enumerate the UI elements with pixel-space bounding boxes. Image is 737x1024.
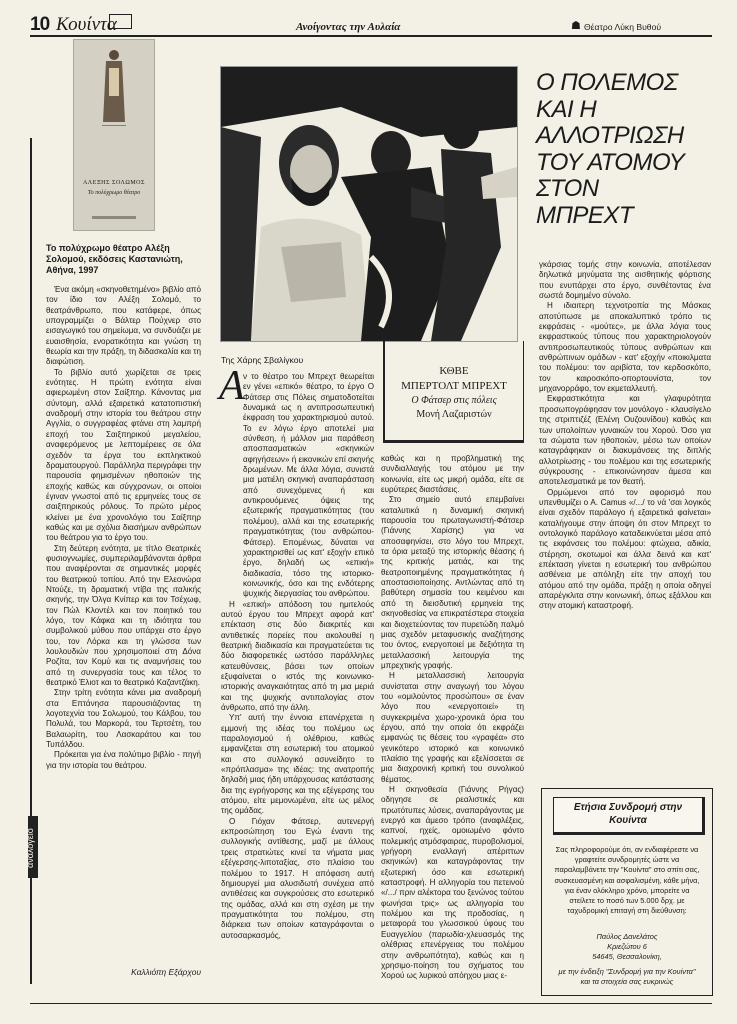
- cover-author: ΑΛΕΞΗΣ ΣΟΛΩΜΟΣ: [82, 180, 146, 186]
- address-line: Κριεζώτου 6: [607, 942, 647, 952]
- subscription-title: Ετήσια Συνδρομή στην Κουίντα: [573, 802, 683, 826]
- article-paragraph: Η μεταλλασσική λειτουργία συνίσταται στην αναγωγή του λόγου του «ομιλούντος προσώπου» σε έναν λόγο που «ενεργοποιεί» τη συγκεκριμένα χωρο-χρονικά όρια του έργου, από την οποία ότι εκφράζει εμφανώς τις θέσεις του «γραφέα» στο γενικότερο ιστορικό και κοινωνικό πλαίσιο της γραφής και εξελίσσεται σε μια διαχρονική κριτική του συνολικού θέματος.: [381, 671, 524, 784]
- article-paragraph: καθώς και η προβληματική της συνδιαλλαγής του ατόμου με την κοινωνία, είτε ως μικρή ομάδα, είτε σε ευρύτερες διαστάσεις.: [381, 454, 524, 495]
- title-line: ΤΟΥ ΑΤΟΜΟΥ: [536, 148, 685, 176]
- review-paragraph: Ένα ακόμη «σκηνοθετημένο» βιβλίο από τον ίδιο τον Αλέξη Σολομό, το θεατράνθρωπο, που κατάφερε, όπως υπογραμμίζει ο Βάλτερ Πούχνερ στο εισαγωγικό του σημείωμα, να συνδυάζει με ευαισθησία, ενορατικότητα και γνώση τη θεωρία και την πράξη, τη διδασκαλία και τη διαφώτιση.: [46, 285, 201, 367]
- article-paragraph: ν το θέατρο του Μπρεχτ θεωρείται εν γένει «επικό» θέατρο, το έργο Ο Φάτσερ στις Πόλεις σηματοδοτείται δυναμικά ως η αντιπροσωπευτική έκφραση του χαρακτηρισμού αυτού. Το εν λόγω έργο αποτελεί μια σύνθεση, ή μάλλον μια παράθεση αποσπασματικών «σκηνικών αφηγήσεων» ή εικονικών επί σκηνής δρωμένων. Με άλλα λόγια, συνιστά μια ματιέλη σκηνική αναπαράσταση από συνεχόμενες ή και αντικρουόμενες όψεις της εξωτερικής πραγματικότητας (του πολέμου), αλλά και της εσωτερικής πραγματικότητας (του ανθρώπου-Φάτσερ). Επομένως, δύναται να χαρακτηρισθεί ως κατ' εξοχήν επικό έργο, δηλαδή ως «επική» διαδικασία, τόσο της ιστορικο-κοινωνικής, όσο και της ενδότερης ψυχικής διεργασίας του ανθρώπου.: [243, 372, 374, 599]
- address-line: 54645, Θεσσαλονίκη,: [592, 952, 662, 962]
- cover-title: Το πολύχρωμο θέατρο: [87, 190, 141, 196]
- article-column-3: [539, 260, 711, 612]
- publisher-name: Θέατρο Λύκη Βυθού: [584, 22, 662, 32]
- book-review-body: [46, 285, 201, 771]
- box-author: ΜΠΕΡΤΟΛΤ ΜΠΡΕΧΤ: [401, 380, 507, 392]
- magazine-logo: Κουίντα: [56, 14, 117, 35]
- article-paragraph: γκάρσιας τομής στην κοινωνία, αποτέλεσαν δηλωτικά μηνύματα της αισθητικής φόρτισης που ενυπάρχει στο έργο, συνθέτοντας ένα σωστά δομημένο σύνολο.: [539, 260, 711, 301]
- article-paragraph: Εκφραστικότητα και γλαφυρότητα προσωπογράφησαν τον μονόλογο - κλαυσίγελο της στριπτιζέζ (Ελένη Ουζουνίδου) καθώς και των υπολοίπων γυναικών του Χορού. Όσο για τα σώματα των ηθοποιών, μέσω των οποίων καταγράφηκαν οι διακυμάνσεις της διπλής αλλοτρίωσης - του πολέμου και της εσωτερικής σύγκρουσης - επικοινώνησαν άμεσα και αποτελεσματικά με τον θεατή.: [539, 394, 711, 487]
- book-caption: Το πολύχρωμο θέατρο Αλέξη Σολομού, εκδόσεις Καστανιώτη, Αθήνα, 1997: [46, 243, 183, 275]
- review-signature: Καλλιόπη Εξάρχου: [131, 967, 201, 977]
- drop-cap: Α: [219, 363, 245, 409]
- side-label: αναλογείο: [25, 828, 35, 868]
- subscription-note: με την ένδειξη "Συνδρομή για την Κουίντα" και τα στοιχεία σας ευκρινώς: [558, 967, 696, 986]
- logo-banner-icon: [109, 14, 132, 29]
- review-paragraph: Στη δεύτερη ενότητα, με τίτλο Θεατρικές φυσιογνωμίες, συμπεριλαμβάνονται άρθρα που αναφέρονται σε σημαντικές μορφές του θεατρικού τοπίου. Από την Ελεονώρα Ντούζε, τη δραματική ντίβα της ιταλικής σκηνής, την Όλγα Κνίπερ και τον Τσέχωφ, τον Πώλ Κλοντέλ και τον ποιητικό του λόγο, τον Κάφκα και τη ιδιότητα του συμβολικού μύθου που υπάρχει στο έργο του, τον Λόρκα και τη γλώσσα των λουλουδιών που χρησιμοποιεί στη Δόνα Ροζίτα, τον Κομύ και τις αναμνήσεις του από τη συνεργασία τους και τέλος το θεατρικό Έλιοτ και το θεατρικό Καζαντζάκη.: [46, 543, 201, 688]
- box-venue: Μονή Λαζαριστών: [416, 409, 492, 420]
- title-line: ΣΤΟΝ: [536, 175, 599, 203]
- page-header: [0, 0, 737, 40]
- box-play: Ο Φάτσερ στις πόλεις: [411, 395, 497, 406]
- subscription-box: [541, 788, 713, 996]
- article-paragraph: Ο Γιόχαν Φάτσερ, αυτενεργή εκπροσώπηση του Εγώ έναντι της συλλογικής αντίθεσης, μαζί με άλλους τρεις στρατιώτες κινεί τα νήματα μιας εξέγερσης-λιποταξίας, στο πλαίσιο του πολέμου το 1917. Η απόφαση αυτή δημιουργεί μια αλυσιδωτή συνέχεια από αντιθέσεις και συγκρούσεις στο εσωτερικό της ομάδας, αλλά και στη σχέση με την πραγματικότητα του πολέμου, στη διάρκεια των οποίων καταγράφονται ο αυτοσαρκασμός,: [221, 816, 374, 940]
- review-paragraph: Το βιβλίο αυτό χωρίζεται σε τρεις ενότητες. Η πρώτη ενότητα είναι αφιερωμένη στον Σαίξπηρ. Κάνοντας μια σύντομη, αλλά εξαιρετικά κατατοπιστική αναδρομή στην ιστορία του θεάτρου στην Αγγλία, ο συγγραφέας φτάνει στη λαμπρή εποχή του Σαιξπηρικού μεγαλείου, αναφερόμενος με λεπτομέρειες σε όλα σχεδόν τα έργα του εκπληκτικού δραματουργού. Παράλληλα περιγράφει την παρουσία φημισμένων ηθοποιών της εποχής καθώς και σύγχρονων, οι οποίοι έγιναν γνωστοί από τις ερμηνείες τους σε σαιξπηρικούς ρόλους. Το πρώτο μέρος κλείνει με ένα χρονολόγιο του Σαίξπηρ καθώς και με σχόλια διασήμων ανθρώπων του θεάτρου για το έργο του.: [46, 367, 201, 543]
- article-paragraph: Υπ' αυτή την έννοια επανέρχεται η εμμονή της ιδέας του πολέμου ως παραλογισμού ή ολέθριου, καθώς εμφανίζεται στη εσωτερική του ατομικού και στο συλλογικό ασυνείδητο το «πρόπλασμα» της ιδέας: της ανατροπής δηλαδή μιας ήδη υπάρχουσας κατάστασης δια της εγρήγορσης και της εξέγερσης του ατόμου, είτε μεμονωμένα, είτε ως μέλος της ομάδας.: [221, 713, 374, 816]
- article-column-2: [381, 454, 524, 982]
- box-company: ΚΘΒΕ: [439, 365, 469, 377]
- address-line: Παύλος Δανελάτος: [596, 932, 658, 941]
- byline: Της Χάρης Σβαλίγκου: [221, 355, 304, 365]
- article-paragraph: Ορμώμενοι από τον αφορισμό που υπενθυμίζει ο Α. Camus «/.../ το νά 'σαι λογικός είναι σχεδόν παράλογο ή εξαιρετικά φαίνεται» καταλήγουμε στην άποψη ότι στον Μπρεχτ το οντολογικό παράλογο καταδεικνύεται μέσα από τις εκφάνσεις του πολέμου: φτώχεια, αδικία, στέρηση, σκοτωμοί και άλλα δεινά και κατ' επέκταση γίνεται η εσωτερική του ανθρώπου ασθένεια με απόληξη είτε την αποχή του ατόμου από την ομάδα, πράξη η οποία οδηγεί απαρέγκλιτα στην κοινωνική, όπως εξάλλου και στην ατομική καταστροφή.: [539, 487, 711, 611]
- header-rule: [30, 35, 712, 37]
- title-line: Ο ΠΟΛΕΜΟΣ: [536, 69, 678, 96]
- section-title: Ανοίγοντας την Αυλαία: [296, 21, 401, 33]
- title-line: ΚΑΙ Η: [536, 95, 597, 123]
- production-info-box: [383, 341, 524, 443]
- mask-icon: ☗: [571, 19, 581, 32]
- article-column-1: [221, 372, 374, 941]
- book-cover: [73, 39, 155, 231]
- article-title: [536, 70, 716, 230]
- title-line: ΑΛΛΟΤΡΙΩΣΗ: [536, 122, 684, 150]
- subscription-body: Σας πληροφορούμε ότι, αν ενδιαφέρεστε να γραφτείτε συνδρομητές ώστε να παραλαμβάνετε την "Κουίντα" στο σπίτι σας, συσκευασμένη και ασφαλισμένη, κάθε μήνα, για έναν ολόκληρο χρόνο, μπορείτε να στείλετε το ποσό των 5.000 δρχ. με ταχυδρομική επιταγή στη διεύθυνση:: [554, 845, 700, 916]
- actor-scene-image: [221, 67, 517, 341]
- review-paragraph: Πρόκειται για ένα πολύτιμο βιβλίο - πηγή για την ιστορία του θεάτρου.: [46, 750, 201, 770]
- footer-rule: [30, 1003, 712, 1004]
- article-paragraph: Η ιδιαιτερη τεχνοτροπία της Μάσκας αποτύπωσε με αποκαλυπτικό τρόπο τις εκφράσεις - «μούτες», με άλλα λόγια τους εκφραστικούς τύπους που χαρακτηριολογούν αντιπροσωπευτικούς τύπους ανθρώπων και ανθρώπινων ομάδων - κατ' εξοχήν «ποικιλματα του πολέμου: τον αριβίστα, τον κερδοσκόπο, τον καιροσκόπο-οπορτουνίστα, τον μηχανορράφο, τον εκμεταλλευτή.: [539, 301, 711, 394]
- subscription-address: [552, 932, 702, 963]
- title-line: ΜΠΡΕΧΤ: [536, 201, 634, 229]
- article-paragraph: Η σκηνοθεσία (Γιάννης Ρήγας) οδηγησε σε ρεαλιστικές και πρωτότυπες λύσεις, αναπαράγοντας με ενεργό και άμεσο τρόπο (αναφλέξεις, καπνοί, ηχείς, ομοιωμένο φόντο πολεμικής ατμόσφαιρας, πυροβολισμοί, γρήγορη εναλλαγή απέριττων σκηνικών) και καταγράφοντας την εξωτερική όσο και εσωτερική καταστροφή. Η αλληγορία του πετεινού «/.../ πριν αλέκτορα του ξενώνος τούτου φωνήσαι τρις» ως αλληγορία του πολέμου και της προδοσίας, η μεταφορά του γλωσσικού ύφους του Ευαγγελίου (παρωδία-χλευασμός της ολέθριας επενέργειας του πολέμου στην ανθρωπότητα), καθώς και η χρησιμο-ποίηση του σχήματος του Χορού ως λυρικού απόηχου μιας ε-: [381, 785, 524, 981]
- cover-publisher-mark: [92, 216, 136, 219]
- page-number: 10: [30, 14, 50, 35]
- article-paragraph: Στο σημείο αυτό επεμβαίνει καταλυτικά η δυναμική σκηνική παρουσία του πρωταγωνιστή-Φάτσερ (Γιάννης Χαρίσης) για να αποσαφηνίσει, στο λόγο του Μπρεχτ, τα όρια μεταξύ της ιστορικής θέασης ή της κριτικής ματιάς, και της θεατροποιημένης πραγματικότητας ή αποστασιοποίησης. Αντλώντας από τη βαθύτερη σημασία του κειμένου και από τη διεισδυτική ερμηνεία της σκηνοθεσίας να επικρατέστερα στοιχεία και διοχετεύοντας τον πυρετώδη παλμό μιας σχεδόν μεταφυσικής αναζήτησης του όντος, ενεργοποιεί με δεξιότητα τη μεταλλασσική λειτουργία της μπρεχτικής γραφής.: [381, 495, 524, 670]
- production-photo: [220, 66, 518, 342]
- article-paragraph: Η «επική» απόδοση του ημιτελούς αυτού έργου του Μπρεχτ αφορά κατ' επέκταση στις δύο διακριτές και αντιθετικές πορείες που ακολουθεί η θεατρική διαδικασία και πραγματεύεται τις δύο διαφορετικές ωστόσο παράλληλες κατευθύνσεις, βάσει των οποίων εξυφαίνεται ο ιστός της κοινωνικο-ιστορικής αναγκαιότητας από τη μια μεριά και της ψυχικής αντιπαλογίας στον άνθρωπο, από την άλλη.: [221, 599, 374, 712]
- review-paragraph: Στην τρίτη ενότητα κάνει μια αναδρομή στα Επτάνησα παρουσιάζοντας τη λογοτεχνία του Σολωμού, του Κάλβου, του Πολυλά, του Μαρκορά, του Τερτσέτη, του Βαλαωρίτη, του Λασκαράτου και του Τυπάλδου.: [46, 688, 201, 750]
- byzantine-figure-icon: [98, 48, 130, 126]
